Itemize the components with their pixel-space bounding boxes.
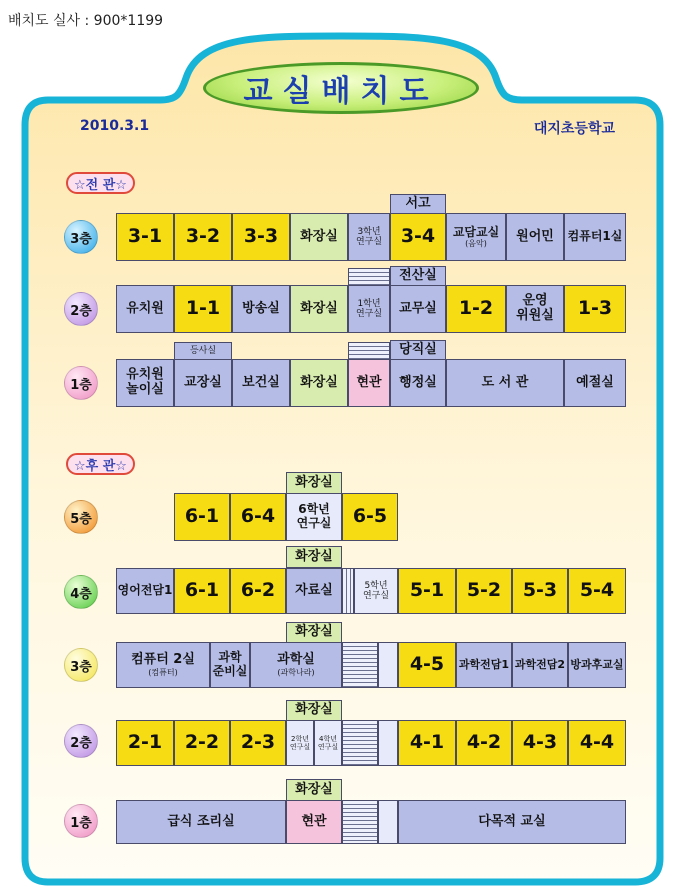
staircase bbox=[348, 342, 390, 360]
floor-1-label-back: 1층 bbox=[64, 804, 98, 838]
after-school-room: 방과후교실 bbox=[568, 642, 626, 688]
computer-admin-room: 전산실 bbox=[390, 266, 446, 286]
duty-room: 당직실 bbox=[390, 340, 446, 360]
kitchen: 급식 조리실 bbox=[116, 800, 286, 844]
room-5-4: 5-4 bbox=[568, 568, 626, 614]
entrance: 현관 bbox=[286, 800, 342, 844]
toilet: 화장실 bbox=[286, 622, 342, 643]
etiquette-room: 예절실 bbox=[564, 359, 626, 407]
science-subject-room-2: 과학전담2 bbox=[512, 642, 568, 688]
room-3-4: 3-4 bbox=[390, 213, 446, 261]
hallway bbox=[378, 800, 398, 844]
staircase bbox=[342, 720, 378, 766]
room-1-2: 1-2 bbox=[446, 285, 506, 333]
room-5-2: 5-2 bbox=[456, 568, 512, 614]
toilet: 화장실 bbox=[290, 359, 348, 407]
staircase bbox=[342, 568, 354, 614]
room-4-4: 4-4 bbox=[568, 720, 626, 766]
room-4-5: 4-5 bbox=[398, 642, 456, 688]
room-6-1: 6-1 bbox=[174, 568, 230, 614]
room-5-1: 5-1 bbox=[398, 568, 456, 614]
toilet: 화장실 bbox=[286, 546, 342, 568]
broadcast-room: 방송실 bbox=[232, 285, 290, 333]
committee-room: 운영 위원실 bbox=[506, 285, 564, 333]
floor-1-label: 1층 bbox=[64, 366, 98, 400]
room-4-1: 4-1 bbox=[398, 720, 456, 766]
materials-room: 자료실 bbox=[286, 568, 342, 614]
toilet: 화장실 bbox=[286, 472, 342, 494]
administration-office: 행정실 bbox=[390, 359, 446, 407]
section-front: ☆전 관☆ bbox=[66, 172, 135, 194]
room-4-2: 4-2 bbox=[456, 720, 512, 766]
caption: 배치도 실사 : 900*1199 bbox=[8, 13, 164, 29]
toilet: 화장실 bbox=[290, 213, 348, 261]
floor-2-label: 2층 bbox=[64, 292, 98, 326]
school-name: 대지초등학교 bbox=[533, 121, 615, 137]
counsel-room: 교담교실 (음악) bbox=[446, 213, 506, 261]
room-4-3: 4-3 bbox=[512, 720, 568, 766]
toilet: 화장실 bbox=[286, 779, 342, 801]
teachers-office: 교무실 bbox=[390, 285, 446, 333]
computer-room-2: 컴퓨터 2실 (컴퓨터) bbox=[116, 642, 210, 688]
grade3-lab: 3학년 연구실 bbox=[348, 213, 390, 261]
date: 2010.3.1 bbox=[80, 118, 150, 134]
room-3-3: 3-3 bbox=[232, 213, 290, 261]
floor-2-label-back: 2층 bbox=[64, 724, 98, 758]
kindergarten-playroom: 유치원 놀이실 bbox=[116, 359, 174, 407]
principal-office: 교장실 bbox=[174, 359, 232, 407]
science-prep-room: 과학 준비실 bbox=[210, 642, 250, 688]
hallway bbox=[378, 642, 398, 688]
room-5-3: 5-3 bbox=[512, 568, 568, 614]
computer-room-1: 컴퓨터1실 bbox=[564, 213, 626, 261]
room-1-3: 1-3 bbox=[564, 285, 626, 333]
page-title: 교실배치도 bbox=[243, 74, 439, 109]
english-room-1: 영어전담1 bbox=[116, 568, 174, 614]
hallway bbox=[378, 720, 398, 766]
room-2-1: 2-1 bbox=[116, 720, 174, 766]
grade5-lab: 5학년 연구실 bbox=[354, 568, 398, 614]
room-6-4: 6-4 bbox=[230, 493, 286, 541]
room-6-5: 6-5 bbox=[342, 493, 398, 541]
floor-5-label: 5층 bbox=[64, 500, 98, 534]
multipurpose-room: 다목적 교실 bbox=[398, 800, 626, 844]
room-3-1: 3-1 bbox=[116, 213, 174, 261]
science-subject-room-1: 과학전담1 bbox=[456, 642, 512, 688]
title-banner bbox=[203, 62, 479, 114]
grade2-lab: 2학년 연구실 bbox=[286, 720, 314, 766]
staircase bbox=[348, 268, 390, 286]
floor-3-label: 3층 bbox=[64, 220, 98, 254]
grade6-lab: 6학년 연구실 bbox=[286, 493, 342, 541]
grade1-lab: 1학년 연구실 bbox=[348, 285, 390, 333]
room-2-2: 2-2 bbox=[174, 720, 230, 766]
seogo: 서고 bbox=[390, 194, 446, 214]
room-1-1: 1-1 bbox=[174, 285, 232, 333]
room-6-1: 6-1 bbox=[174, 493, 230, 541]
floor-3-label-back: 3층 bbox=[64, 648, 98, 682]
toilet: 화장실 bbox=[286, 700, 342, 721]
print-room: 등사실 bbox=[174, 342, 232, 360]
toilet: 화장실 bbox=[290, 285, 348, 333]
health-room: 보건실 bbox=[232, 359, 290, 407]
floor-4-label: 4층 bbox=[64, 575, 98, 609]
room-3-2: 3-2 bbox=[174, 213, 232, 261]
room-2-3: 2-3 bbox=[230, 720, 286, 766]
section-back: ☆후 관☆ bbox=[66, 453, 135, 475]
science-room: 과학실 (과학나라) bbox=[250, 642, 342, 688]
library: 도 서 관 bbox=[446, 359, 564, 407]
grade4-lab: 4학년 연구실 bbox=[314, 720, 342, 766]
staircase bbox=[342, 642, 378, 688]
native-speaker-room: 원어민 bbox=[506, 213, 564, 261]
staircase bbox=[342, 800, 378, 844]
entrance: 현관 bbox=[348, 359, 390, 407]
room-6-2: 6-2 bbox=[230, 568, 286, 614]
kindergarten: 유치원 bbox=[116, 285, 174, 333]
